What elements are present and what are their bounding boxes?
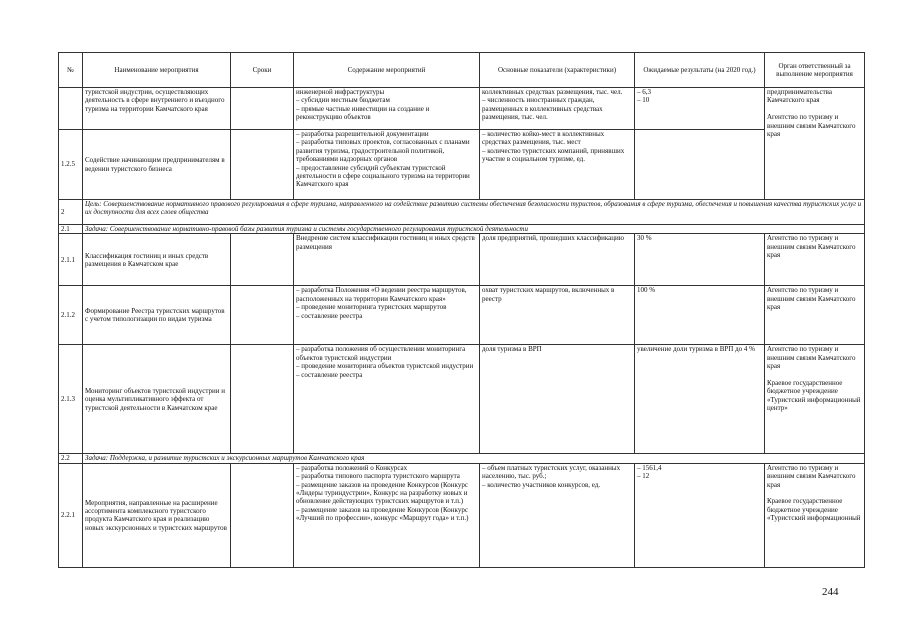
cell-num: 2 <box>59 200 83 225</box>
cell-terms <box>231 234 294 286</box>
cell-content: инженерной инфраструктуры – субсидии местным бюджетам – прямые частные инвестиции на создание и реконструкцию объектов <box>294 88 480 130</box>
table-row <box>59 88 865 130</box>
header-org: Орган ответственный за выполнение мероприятия <box>765 53 865 88</box>
table-row <box>59 234 865 286</box>
cell-indicators: охват туристских маршрутов, включенных в реестр <box>480 286 635 345</box>
cell-results <box>635 130 765 200</box>
task-row <box>59 454 865 463</box>
header-name: Наименование мероприятия <box>83 53 231 88</box>
table-row <box>59 345 865 454</box>
cell-terms <box>231 88 294 130</box>
cell-num: 1.2.5 <box>59 130 83 200</box>
cell-terms <box>231 130 294 200</box>
cell-content: Внедрение систем классификации гостиниц и иных средств размещения <box>294 234 480 286</box>
goal-row <box>59 200 865 225</box>
cell-name: туристской индустрии, осуществляющих деятельность в сфере внутреннего и въездного туризма на территории Камчатского края <box>83 88 231 130</box>
cell-indicators: – количество койко-мест в коллективных средствах размещения, тыс. мест – количество туристских компаний, принявших участие в социальном туризме, ед. <box>480 130 635 200</box>
goal-text: Цель: Совершенствование нормативного правового регулирования в сфере туризма, направленного на содействие развитию системы обеспечения безопасности туристов, образования в сфере туризма, обеспечения и повышения качества туристских услуг и их доступности для всех слоев общества <box>83 200 865 225</box>
task-text: Задача: Поддержка, и развитие туристских и экскурсионных маршрутов Камчатского края <box>83 454 865 463</box>
cell-content: – разработка положений о Конкурсах – разработка типового паспорта туристского маршрута – размещение заказов на проведение Конкурсов (Конкурс «Лидеры туриндустрии», Конкурс на разработку новых и обновление действующих туристских маршрутов и т.п.) – размещение заказов на проведение Конкурсов (Конкурс «Лучший по профессии», конкурс «Маршрут года» и т.п.) <box>294 463 480 567</box>
cell-num: 2.1.3 <box>59 345 83 454</box>
cell-name: Мероприятия, направленные на расширение ассортимента комплексного туристского продукта Камчатского края и реализацию новых экскурсионных и туристских маршрутов <box>83 463 231 567</box>
cell-terms <box>231 345 294 454</box>
cell-terms <box>231 463 294 567</box>
cell-name: Формирование Реестра туристских маршрутов с учетом типологизации по видам туризма <box>83 286 231 345</box>
cell-content: – разработка Положения «О ведении реестра маршрутов, расположенных на территории Камчатского края» – проведение мониторинга туристских маршрутов – составление реестра <box>294 286 480 345</box>
cell-name: Содействие начинающим предпринимателям в ведении туристского бизнеса <box>83 130 231 200</box>
cell-num: 2.1 <box>59 225 83 234</box>
table-row <box>59 286 865 345</box>
cell-org: Агентство по туризму и внешним связям Камчатского края Краевое государственное бюджетное учреждение «Туристский информационный <box>765 463 865 567</box>
cell-terms <box>231 286 294 345</box>
cell-results: увеличение доли туризма в ВРП до 4 % <box>635 345 765 454</box>
cell-num: 2.2 <box>59 454 83 463</box>
cell-results: – 1561,4 – 12 <box>635 463 765 567</box>
cell-indicators: доля туризма в ВРП <box>480 345 635 454</box>
cell-name: Классификация гостиниц и иных средств размещения в Камчатском крае <box>83 234 231 286</box>
cell-indicators: доля предприятий, прошедших классификацию <box>480 234 635 286</box>
cell-results: 30 % <box>635 234 765 286</box>
cell-num <box>59 88 83 130</box>
cell-indicators: коллективных средствах размещения, тыс. чел. – численность иностранных граждан, размещенных в коллективных средствах размещения, тыс. чел. <box>480 88 635 130</box>
cell-num: 2.1.1 <box>59 234 83 286</box>
page-number: 244 <box>822 586 839 598</box>
cell-content: – разработка положения об осуществлении мониторинга объектов туристской индустрии – проведение мониторинга объектов туристской индустрии – составление реестра <box>294 345 480 454</box>
cell-content: – разработка разрешительной документации – разработка типовых проектов, согласованных с планами развития туризма, градостроительной политикой, требованиями надзорных органов – предоставление субсидий субъектам туристской деятельности в сфере социального туризма на территории Камчатского края <box>294 130 480 200</box>
table-row <box>59 130 865 200</box>
header-results: Ожидаемые результаты (на 2020 год.) <box>635 53 765 88</box>
cell-num: 2.2.1 <box>59 463 83 567</box>
task-row <box>59 225 865 234</box>
task-text: Задача: Совершенствование нормативно-правовой базы развития туризма и системы государственного регулирования туристской деятельности <box>83 225 865 234</box>
cell-org: Агентство по туризму и внешним связям Камчатского края <box>765 286 865 345</box>
cell-org: предпринимательства Камчатского края Агентство по туризму и внешним связям Камчатского края <box>765 88 865 200</box>
table-row <box>59 463 865 567</box>
header-indicators: Основные показатели (характеристики) <box>480 53 635 88</box>
cell-org: Агентство по туризму и внешним связям Камчатского края Краевое государственное бюджетное учреждение «Туристский информационный центр» <box>765 345 865 454</box>
header-content: Содержание мероприятий <box>294 53 480 88</box>
cell-results: – 6,3 – 10 <box>635 88 765 130</box>
cell-name: Мониторинг объектов туристской индустрии и оценка мультипликативного эффекта от туристской деятельности в Камчатском крае <box>83 345 231 454</box>
cell-num: 2.1.2 <box>59 286 83 345</box>
cell-indicators: – объем платных туристских услуг, оказанных населению, тыс. руб.; – количество участников конкурсов, ед. <box>480 463 635 567</box>
cell-results: 100 % <box>635 286 765 345</box>
activities-table <box>58 52 865 568</box>
header-row <box>59 53 865 88</box>
header-num: № <box>59 53 83 88</box>
cell-org: Агентство по туризму и внешним связям Камчатского края <box>765 234 865 286</box>
header-terms: Сроки <box>231 53 294 88</box>
